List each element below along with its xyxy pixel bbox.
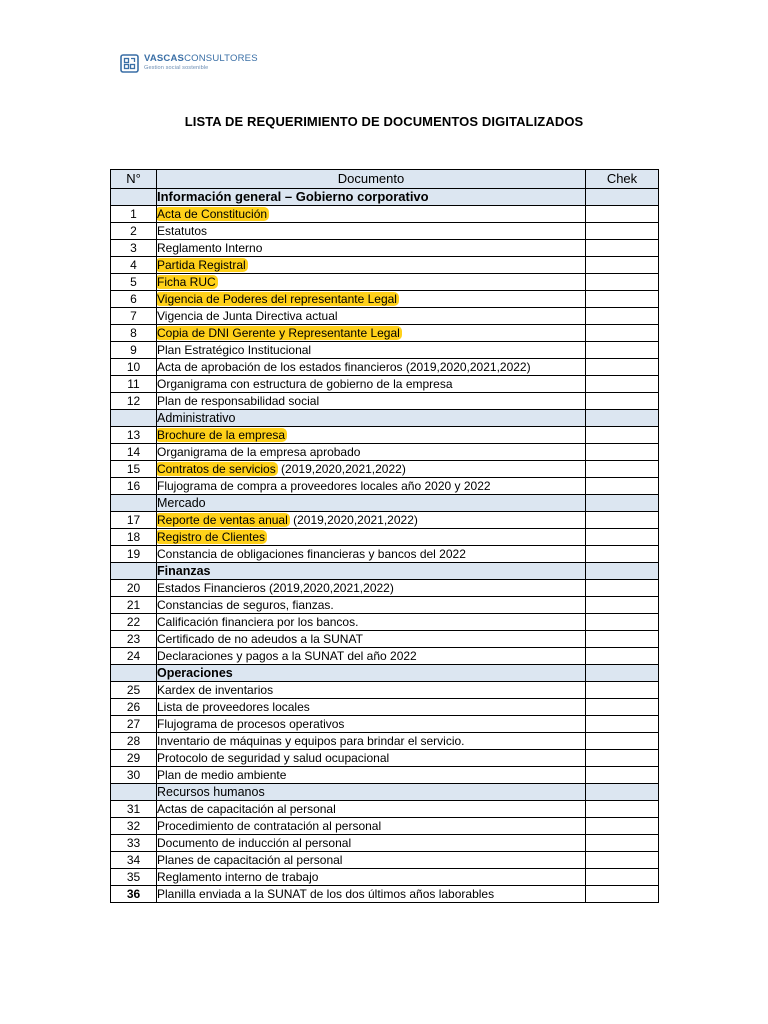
- document-name: [157, 274, 586, 291]
- document-text: Documento de inducción al personal: [157, 836, 352, 850]
- item-number: 4: [111, 257, 157, 274]
- document-text: Organigrama de la empresa aprobado: [157, 445, 361, 459]
- document-name: [157, 512, 586, 529]
- document-name: [157, 852, 586, 869]
- document-text: (2019,2020,2021,2022): [289, 513, 418, 527]
- logo-mark-icon: [120, 54, 139, 73]
- document-name: [157, 818, 586, 835]
- item-number: 26: [111, 699, 157, 716]
- document-name: [157, 223, 586, 240]
- table-row: [111, 461, 659, 478]
- section-label: Administrativo: [157, 410, 586, 427]
- header-number: N°: [111, 170, 157, 189]
- check-cell[interactable]: [586, 665, 659, 682]
- table-row: [111, 359, 659, 376]
- check-cell[interactable]: [586, 240, 659, 257]
- table-row: [111, 393, 659, 410]
- table-row: [111, 342, 659, 359]
- table-row: [111, 546, 659, 563]
- check-cell[interactable]: [586, 614, 659, 631]
- item-number: 1: [111, 206, 157, 223]
- section-number-cell: [111, 189, 157, 206]
- section-number-cell: [111, 563, 157, 580]
- table-row: [111, 427, 659, 444]
- table-row: [111, 835, 659, 852]
- item-number: 11: [111, 376, 157, 393]
- table-row: [111, 597, 659, 614]
- table-row: [111, 478, 659, 495]
- check-cell[interactable]: [586, 869, 659, 886]
- table-row: [111, 801, 659, 818]
- check-cell[interactable]: [586, 325, 659, 342]
- check-cell[interactable]: [586, 427, 659, 444]
- document-text: Flujograma de compra a proveedores locales año 2020 y 2022: [157, 479, 491, 493]
- document-name: [157, 325, 586, 342]
- table-row: [111, 631, 659, 648]
- header-check: Chek: [586, 170, 659, 189]
- check-cell[interactable]: [586, 342, 659, 359]
- section-label: Recursos humanos: [157, 784, 586, 801]
- document-text: Estatutos: [157, 224, 208, 238]
- document-text: Plan de responsabilidad social: [157, 394, 320, 408]
- item-number: 13: [111, 427, 157, 444]
- table-row: [111, 750, 659, 767]
- section-row: [111, 189, 659, 206]
- check-cell[interactable]: [586, 376, 659, 393]
- check-cell[interactable]: [586, 733, 659, 750]
- item-number: 16: [111, 478, 157, 495]
- document-text: Kardex de inventarios: [157, 683, 274, 697]
- table-row: [111, 444, 659, 461]
- document-name: [157, 376, 586, 393]
- table-row: [111, 614, 659, 631]
- item-number: 32: [111, 818, 157, 835]
- section-row: [111, 563, 659, 580]
- document-text: Constancias de seguros, fianzas.: [157, 598, 334, 612]
- check-cell[interactable]: [586, 767, 659, 784]
- highlighted-text: Vigencia de Poderes del representante Legal: [157, 292, 397, 306]
- document-text: Plan de medio ambiente: [157, 768, 287, 782]
- check-cell[interactable]: [586, 410, 659, 427]
- document-text: Protocolo de seguridad y salud ocupacional: [157, 751, 390, 765]
- document-name: [157, 546, 586, 563]
- document-text: Inventario de máquinas y equipos para brindar el servicio.: [157, 734, 465, 748]
- logo-tagline: Gestion social sostenible: [144, 64, 209, 71]
- table-row: [111, 274, 659, 291]
- check-cell[interactable]: [586, 444, 659, 461]
- item-number: 18: [111, 529, 157, 546]
- table-row: [111, 240, 659, 257]
- check-cell[interactable]: [586, 563, 659, 580]
- item-number: 33: [111, 835, 157, 852]
- section-label: Operaciones: [157, 665, 586, 682]
- document-title: LISTA DE REQUERIMIENTO DE DOCUMENTOS DIGITALIZADOS: [184, 114, 584, 129]
- table-row: [111, 699, 659, 716]
- table-row: [111, 308, 659, 325]
- document-text: Reglamento Interno: [157, 241, 263, 255]
- document-name: [157, 342, 586, 359]
- check-cell[interactable]: [586, 631, 659, 648]
- highlighted-text: Acta de Constitución: [157, 207, 268, 221]
- table-row: [111, 580, 659, 597]
- document-name: [157, 648, 586, 665]
- check-cell[interactable]: [586, 784, 659, 801]
- section-label: Mercado: [157, 495, 586, 512]
- table-row: [111, 325, 659, 342]
- check-cell[interactable]: [586, 716, 659, 733]
- document-name: [157, 614, 586, 631]
- table-row: [111, 648, 659, 665]
- check-cell[interactable]: [586, 682, 659, 699]
- item-number: 17: [111, 512, 157, 529]
- document-name: [157, 801, 586, 818]
- document-name: [157, 529, 586, 546]
- document-name: [157, 869, 586, 886]
- document-text: Plan Estratégico Institucional: [157, 343, 312, 357]
- check-cell[interactable]: [586, 648, 659, 665]
- document-text: Actas de capacitación al personal: [157, 802, 336, 816]
- table-row: [111, 886, 659, 903]
- table-row: [111, 869, 659, 886]
- document-text: Certificado de no adeudos a la SUNAT: [157, 632, 363, 646]
- logo-brand: VASCASCONSULTORES: [144, 53, 258, 65]
- document-text: Lista de proveedores locales: [157, 700, 310, 714]
- document-name: [157, 240, 586, 257]
- check-cell[interactable]: [586, 546, 659, 563]
- table-row: [111, 733, 659, 750]
- document-name: [157, 444, 586, 461]
- section-row: [111, 784, 659, 801]
- document-name: [157, 427, 586, 444]
- item-number: 25: [111, 682, 157, 699]
- document-name: [157, 478, 586, 495]
- header-document: Documento: [157, 170, 586, 189]
- table-row: [111, 223, 659, 240]
- document-name: [157, 359, 586, 376]
- check-cell[interactable]: [586, 495, 659, 512]
- document-text: Acta de aprobación de los estados financieros (2019,2020,2021,2022): [157, 360, 531, 374]
- check-cell[interactable]: [586, 478, 659, 495]
- check-cell[interactable]: [586, 393, 659, 410]
- item-number: 7: [111, 308, 157, 325]
- item-number: 14: [111, 444, 157, 461]
- table-row: [111, 852, 659, 869]
- check-cell[interactable]: [586, 308, 659, 325]
- check-cell[interactable]: [586, 512, 659, 529]
- company-logo: [120, 52, 258, 74]
- table-row: [111, 376, 659, 393]
- document-name: [157, 580, 586, 597]
- check-cell[interactable]: [586, 291, 659, 308]
- table-row: [111, 291, 659, 308]
- document-text: Procedimiento de contratación al personal: [157, 819, 382, 833]
- check-cell[interactable]: [586, 257, 659, 274]
- highlighted-text: Contratos de servicios: [157, 462, 276, 476]
- section-number-cell: [111, 665, 157, 682]
- item-number: 24: [111, 648, 157, 665]
- table-row: [111, 818, 659, 835]
- highlighted-text: Ficha RUC: [157, 275, 216, 289]
- highlighted-text: Brochure de la empresa: [157, 428, 286, 442]
- document-name: [157, 767, 586, 784]
- check-cell[interactable]: [586, 461, 659, 478]
- document-text: Reglamento interno de trabajo: [157, 870, 319, 884]
- table-body: [111, 189, 659, 903]
- document-name: [157, 308, 586, 325]
- item-number: 2: [111, 223, 157, 240]
- section-number-cell: [111, 784, 157, 801]
- check-cell[interactable]: [586, 580, 659, 597]
- item-number: 10: [111, 359, 157, 376]
- check-cell[interactable]: [586, 359, 659, 376]
- check-cell[interactable]: [586, 818, 659, 835]
- item-number: 20: [111, 580, 157, 597]
- item-number: 35: [111, 869, 157, 886]
- table-row: [111, 682, 659, 699]
- check-cell[interactable]: [586, 223, 659, 240]
- document-text: (2019,2020,2021,2022): [277, 462, 406, 476]
- document-name: [157, 886, 586, 903]
- check-cell[interactable]: [586, 750, 659, 767]
- document-text: Constancia de obligaciones financieras y bancos del 2022: [157, 547, 466, 561]
- item-number: 28: [111, 733, 157, 750]
- document-name: [157, 597, 586, 614]
- item-number: 9: [111, 342, 157, 359]
- section-number-cell: [111, 410, 157, 427]
- document-text: Flujograma de procesos operativos: [157, 717, 345, 731]
- document-name: [157, 716, 586, 733]
- table-row: [111, 529, 659, 546]
- document-name: [157, 750, 586, 767]
- document-name: [157, 733, 586, 750]
- section-row: [111, 665, 659, 682]
- item-number: 34: [111, 852, 157, 869]
- highlighted-text: Partida Registral: [157, 258, 246, 272]
- section-number-cell: [111, 495, 157, 512]
- document-text: Estados Financieros (2019,2020,2021,2022): [157, 581, 394, 595]
- item-number: 27: [111, 716, 157, 733]
- document-name: [157, 682, 586, 699]
- document-text: Declaraciones y pagos a la SUNAT del año 2022: [157, 649, 417, 663]
- highlighted-text: Registro de Clientes: [157, 530, 266, 544]
- item-number: 8: [111, 325, 157, 342]
- item-number: 30: [111, 767, 157, 784]
- item-number: 22: [111, 614, 157, 631]
- check-cell[interactable]: [586, 189, 659, 206]
- document-name: [157, 393, 586, 410]
- check-cell[interactable]: [586, 597, 659, 614]
- check-cell[interactable]: [586, 886, 659, 903]
- document-text: Calificación financiera por los bancos.: [157, 615, 359, 629]
- document-text: Planes de capacitación al personal: [157, 853, 343, 867]
- item-number: 36: [111, 886, 157, 903]
- document-name: [157, 835, 586, 852]
- check-cell[interactable]: [586, 529, 659, 546]
- document-name: [157, 257, 586, 274]
- section-label: Finanzas: [157, 563, 586, 580]
- highlighted-text: Reporte de ventas anual: [157, 513, 288, 527]
- item-number: 15: [111, 461, 157, 478]
- document-name: [157, 699, 586, 716]
- check-cell[interactable]: [586, 852, 659, 869]
- check-cell[interactable]: [586, 206, 659, 223]
- item-number: 29: [111, 750, 157, 767]
- item-number: 12: [111, 393, 157, 410]
- item-number: 19: [111, 546, 157, 563]
- item-number: 6: [111, 291, 157, 308]
- section-row: [111, 410, 659, 427]
- check-cell[interactable]: [586, 274, 659, 291]
- check-cell[interactable]: [586, 699, 659, 716]
- requirements-table: [110, 169, 659, 903]
- document-text: Organigrama con estructura de gobierno de la empresa: [157, 377, 453, 391]
- table-row: [111, 716, 659, 733]
- section-row: [111, 495, 659, 512]
- table-header-row: [111, 170, 659, 189]
- document-name: [157, 631, 586, 648]
- section-label: Información general – Gobierno corporativo: [157, 189, 586, 206]
- document-name: [157, 206, 586, 223]
- check-cell[interactable]: [586, 835, 659, 852]
- document-text: Planilla enviada a la SUNAT de los dos últimos años laborables: [157, 887, 495, 901]
- item-number: 23: [111, 631, 157, 648]
- document-name: [157, 461, 586, 478]
- table-row: [111, 206, 659, 223]
- table-row: [111, 767, 659, 784]
- document-name: [157, 291, 586, 308]
- table-row: [111, 257, 659, 274]
- item-number: 21: [111, 597, 157, 614]
- table-row: [111, 512, 659, 529]
- check-cell[interactable]: [586, 801, 659, 818]
- item-number: 5: [111, 274, 157, 291]
- item-number: 3: [111, 240, 157, 257]
- item-number: 31: [111, 801, 157, 818]
- highlighted-text: Copia de DNI Gerente y Representante Legal: [157, 326, 400, 340]
- document-text: Vigencia de Junta Directiva actual: [157, 309, 338, 323]
